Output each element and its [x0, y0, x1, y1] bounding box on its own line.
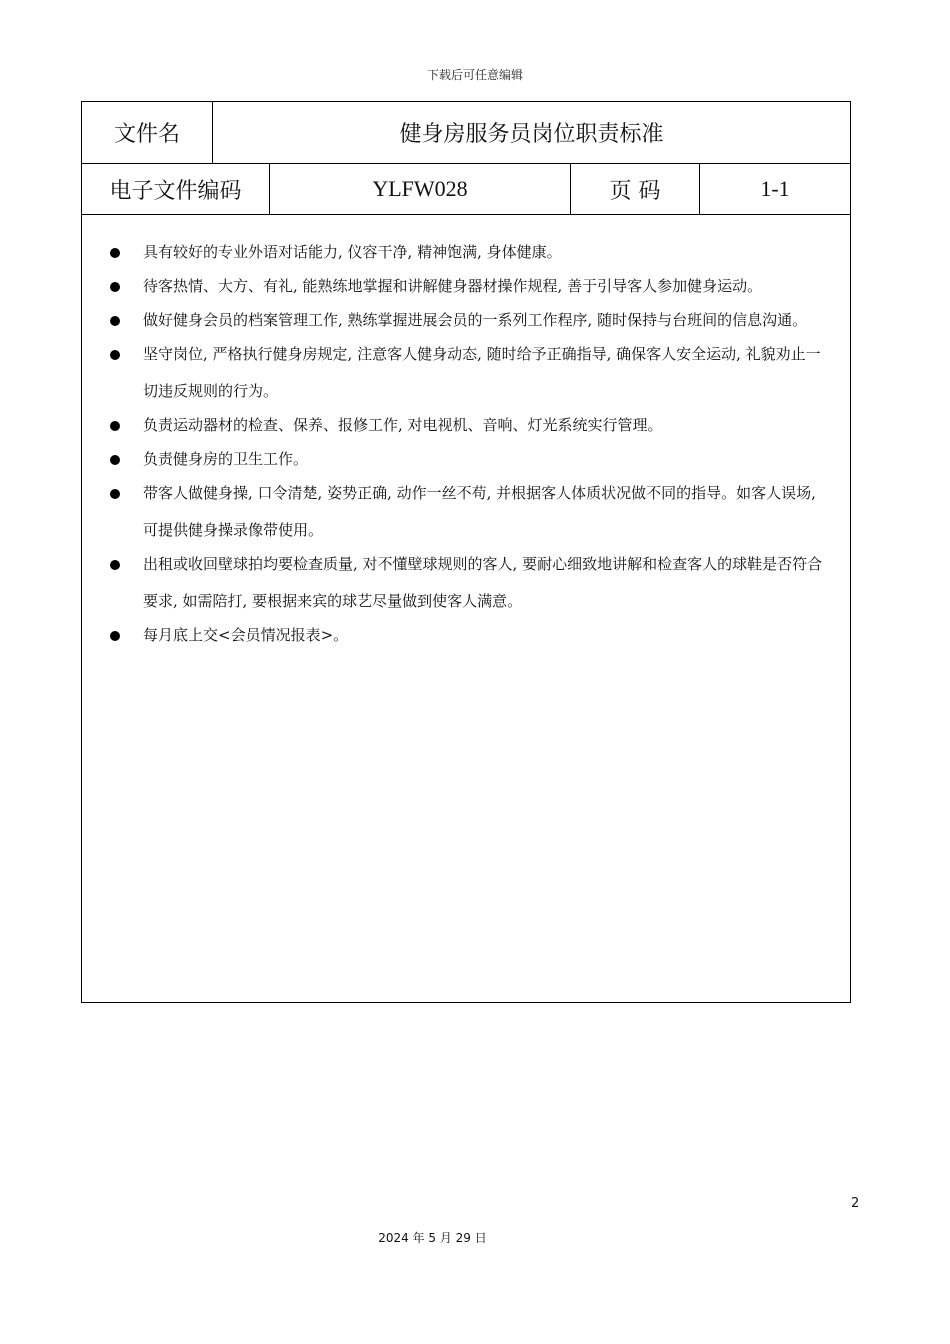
duty-text: 带客人做健身操, 口令清楚, 姿势正确, 动作一丝不苟, 并根据客人体质状况做不同的指导。如客人误场, 可提供健身操录像带使用。	[143, 484, 816, 539]
code-value: YLFW028	[270, 164, 571, 214]
document-table	[81, 101, 851, 1003]
list-item	[106, 302, 826, 339]
code-label: 电子文件编码	[82, 164, 270, 214]
duty-text: 出租或收回壁球拍均要检查质量, 对不懂壁球规则的客人, 要耐心细致地讲解和检查客人的球鞋是否符合要求, 如需陪打, 要根据来宾的球艺尽量做到使客人满意。	[143, 555, 823, 610]
page-number: 2	[851, 1196, 860, 1211]
bullet-icon	[110, 282, 120, 292]
list-item	[106, 546, 826, 620]
list-item	[106, 336, 826, 410]
bullet-icon	[110, 248, 120, 258]
file-name-label: 文件名	[82, 102, 213, 163]
bullet-icon	[110, 489, 120, 499]
page-label: 页 码	[571, 164, 700, 214]
bullet-icon	[110, 631, 120, 641]
file-name-value: 健身房服务员岗位职责标准	[399, 122, 664, 147]
duty-text: 负责运动器材的检查、保养、报修工作, 对电视机、音响、灯光系统实行管理。	[143, 416, 663, 434]
list-item	[106, 268, 826, 305]
bullet-icon	[110, 421, 120, 431]
file-name-row	[82, 102, 850, 164]
duty-text: 做好健身会员的档案管理工作, 熟练掌握进展会员的一系列工作程序, 随时保持与台班间的信息沟通。	[143, 311, 808, 329]
duty-text: 负责健身房的卫生工作。	[143, 450, 309, 468]
page-value: 1-1	[760, 176, 790, 201]
duty-text: 具有较好的专业外语对话能力, 仪容干净, 精神饱满, 身体健康。	[143, 243, 562, 261]
page-header-note: 下载后可任意编辑	[426, 68, 523, 82]
list-item	[106, 475, 826, 549]
list-item	[106, 234, 826, 271]
file-code-row	[82, 164, 850, 215]
bullet-icon	[110, 455, 120, 465]
duty-text: 待客热情、大方、有礼, 能熟练地掌握和讲解健身器材操作规程, 善于引导客人参加健身运动。	[143, 277, 763, 295]
bullet-icon	[110, 350, 120, 360]
duties-list	[106, 234, 826, 651]
bullet-icon	[110, 316, 120, 326]
bullet-icon	[110, 560, 120, 570]
duty-text: 每月底上交<会员情况报表>。	[143, 626, 349, 644]
footer-date: 2024 年 5 月 29 日	[378, 1231, 487, 1245]
list-item	[106, 441, 826, 478]
duty-text: 坚守岗位, 严格执行健身房规定, 注意客人健身动态, 随时给予正确指导, 确保客人安全运动, 礼貌劝止一切违反规则的行为。	[143, 345, 821, 400]
list-item	[106, 407, 826, 444]
list-item	[106, 617, 826, 654]
